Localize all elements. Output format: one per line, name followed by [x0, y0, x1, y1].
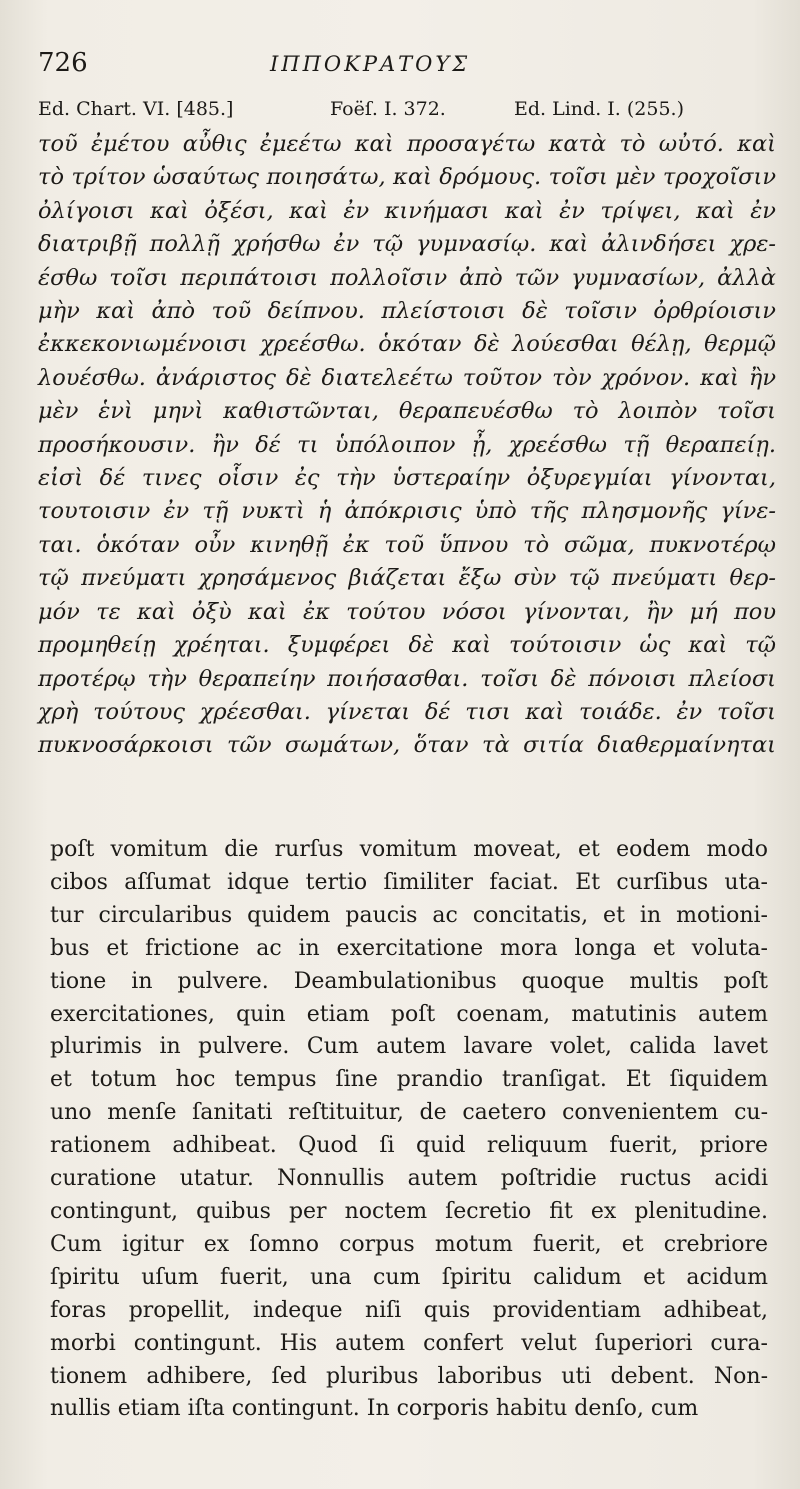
- latin-line: uno menſe ſanitati reſtituitur, de caetero convenientem cu-: [50, 1100, 768, 1126]
- page-header: [38, 48, 768, 88]
- running-title: ΙΠΠΟΚΡΑΤΟΥΣ: [270, 52, 471, 76]
- greek-line: ἐκκεκονιωμένοισι χρεέσθω. ὁκόταν δὲ λούεσθαι θέλῃ, θερμῷ: [38, 331, 776, 358]
- latin-line: rationem adhibeat. Quod ſi quid reliquum fuerit, priore: [50, 1133, 768, 1159]
- greek-line: προσήκουσιν. ἢν δέ τι ὑπόλοιπον ᾖ, χρεέσθω τῇ θεραπείῃ.: [38, 431, 776, 458]
- greek-line: τῷ πνεύματι χρησάμενος βιάζεται ἔξω σὺν τῷ πνεύματι θερ-: [38, 565, 776, 592]
- latin-line: contingunt, quibus per noctem ſecretio fit ex plenitudine.: [50, 1198, 768, 1224]
- latin-line: ſpiritu uſum fuerit, una cum ſpiritu calidum et acidum: [50, 1264, 768, 1290]
- edition-references: [38, 98, 768, 128]
- edition-chart-reference: Ed. Chart. VI. [485.]: [38, 98, 234, 120]
- latin-line: poſt vomitum die rurſus vomitum moveat, et eodem modo: [50, 837, 768, 862]
- latin-line: tionem adhibere, ſed pluribus laboribus uti debent. Non-: [50, 1363, 768, 1389]
- greek-line: εἰσὶ δέ τινες οἷσιν ἐς τὴν ὑστεραίην ὀξυρεγμίαι γίνονται,: [38, 465, 776, 492]
- greek-line: χρὴ τούτους χρέεσθαι. γίνεται δέ τισι καὶ τοιάδε. ἐν τοῖσι: [38, 698, 776, 725]
- latin-line: bus et frictione ac in exercitatione mora longa et voluta-: [50, 935, 768, 961]
- page-number: 726: [38, 48, 88, 78]
- greek-line: ὀλίγοισι καὶ ὀξέσι, καὶ ἐν κινήμασι καὶ ἐν τρίψει, καὶ ἐν: [38, 197, 776, 224]
- greek-line: τοῦ ἐμέτου αὖθις ἐμεέτω καὶ προσαγέτω κατὰ τὸ ωὐτό. καὶ: [38, 131, 776, 157]
- greek-line: πυκνοσάρκοισι τῶν σωμάτων, ὅταν τὰ σιτία διαθερμαίνηται: [38, 732, 776, 759]
- greek-line: τὸ τρίτον ὡσαύτως ποιησάτω, καὶ δρόμους. τοῖσι μὲν τροχοῖσιν: [38, 164, 776, 191]
- greek-line: ται. ὁκόταν οὖν κινηθῇ ἐκ τοῦ ὕπνου τὸ σῶμα, πυκνοτέρῳ: [38, 531, 776, 558]
- latin-line: exercitationes, quin etiam poſt coenam, matutinis autem: [50, 1001, 768, 1027]
- greek-line: έσθω τοῖσι περιπάτοισι πολλοῖσιν ἀπὸ τῶν γυμνασίων, ἀλλὰ: [38, 264, 776, 291]
- latin-text-block: [50, 834, 768, 1426]
- latin-line: foras propellit, indeque niſi quis providentiam adhibeat,: [50, 1297, 768, 1323]
- latin-line: plurimis in pulvere. Cum autem lavare volet, calida lavet: [50, 1034, 768, 1060]
- latin-line: Cum igitur ex ſomno corpus motum fuerit, et crebriore: [50, 1231, 768, 1257]
- greek-line: προμηθείῃ χρέηται. ξυμφέρει δὲ καὶ τούτοισιν ὡς καὶ τῷ: [38, 632, 776, 659]
- latin-line: tur circularibus quidem paucis ac concitatis, et in motioni-: [50, 902, 768, 928]
- latin-line: et totum hoc tempus ſine prandio tranſigat. Et ſiquidem: [50, 1067, 768, 1093]
- greek-line: μόν τε καὶ ὀξὺ καὶ ἐκ τούτου νόσοι γίνονται, ἢν μή που: [38, 598, 776, 625]
- greek-text-block: [38, 128, 776, 763]
- greek-line: προτέρῳ τὴν θεραπείην ποιήσασθαι. τοῖσι δὲ πόνοισι πλείοσι: [38, 665, 776, 692]
- latin-line: morbi contingunt. His autem confert velut ſuperiori cura-: [50, 1330, 768, 1356]
- greek-line: μὴν καὶ ἀπὸ τοῦ δείπνου. πλείστοισι δὲ τοῖσιν ὀρθρίοισιν: [38, 298, 776, 325]
- latin-line: tione in pulvere. Deambulationibus quoque multis poſt: [50, 968, 768, 994]
- greek-line: τουτοισιν ἐν τῇ νυκτὶ ἡ ἀπόκρισις ὑπὸ τῆς πλησμονῆς γίνε-: [38, 498, 776, 525]
- latin-line: cibos aſſumat idque tertio ſimiliter faciat. Et curſibus uta-: [50, 869, 768, 895]
- latin-line: curatione utatur. Nonnullis autem poſtridie ructus acidi: [50, 1166, 768, 1192]
- greek-line: μὲν ἑνὶ μηνὶ καθιστῶνται, θεραπευέσθω τὸ λοιπὸν τοῖσι: [38, 398, 776, 425]
- edition-foes-reference: Foëſ. I. 372.: [330, 98, 446, 120]
- latin-line: nullis etiam iſta contingunt. In corporis habitu denſo, cum: [50, 1396, 699, 1422]
- greek-line: λουέσθω. ἀνάριστος δὲ διατελεέτω τοῦτον τὸν χρόνον. καὶ ἢν: [38, 364, 776, 391]
- edition-lind-reference: Ed. Lind. I. (255.): [514, 98, 684, 120]
- greek-line: διατριβῇ πολλῇ χρήσθω ἐν τῷ γυμνασίῳ. καὶ ἀλινδήσει χρε-: [38, 231, 776, 258]
